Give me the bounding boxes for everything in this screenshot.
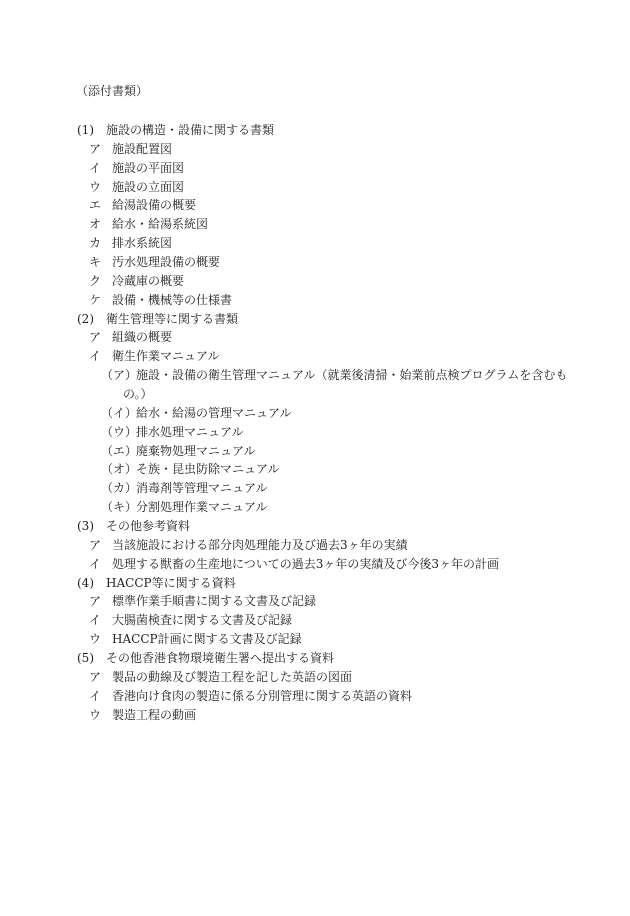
item-label: ア <box>89 669 102 684</box>
item-text: 冷蔵庫の概要 <box>112 273 185 288</box>
item-label: エ <box>89 198 102 213</box>
item-label: （ウ） <box>101 424 138 439</box>
item-text: 排水処理マニュアル <box>136 424 244 439</box>
section-heading <box>0 517 630 536</box>
item-label: イ <box>89 160 102 175</box>
item-label: (1) <box>77 123 94 137</box>
item-text: 衛生管理等に関する書類 <box>106 311 239 326</box>
item-text: の。） <box>123 387 153 402</box>
list-item <box>0 347 630 366</box>
item-text: 標準作業手順書に関する文書及び記録 <box>112 594 317 609</box>
item-text: 製品の動線及び製造工程を記した英語の図面 <box>112 669 353 684</box>
list-item <box>0 498 630 517</box>
item-text: 排水系統図 <box>112 236 173 251</box>
item-label: （カ） <box>101 481 138 496</box>
list-item <box>0 592 630 611</box>
list-item <box>0 253 630 272</box>
item-label: （イ） <box>101 405 138 420</box>
item-text: 組織の概要 <box>112 330 173 345</box>
item-text: 施設配置図 <box>112 141 173 156</box>
list-item <box>0 159 630 178</box>
item-text: 衛生作業マニュアル <box>112 349 220 364</box>
list-item <box>0 442 630 461</box>
list-item <box>0 178 630 197</box>
list-item <box>0 423 630 442</box>
list-item <box>0 196 630 215</box>
item-label: (2) <box>77 311 94 326</box>
list-item <box>0 234 630 253</box>
item-text: 当該施設における部分肉処理能力及び過去3ヶ年の実績 <box>112 537 408 552</box>
item-label: (4) <box>77 575 94 590</box>
item-label: カ <box>89 236 102 251</box>
item-text: 施設の構造・設備に関する書類 <box>106 123 275 137</box>
item-label: ウ <box>89 179 102 194</box>
item-text: 施設の立面図 <box>112 179 185 194</box>
document-title: （添付書類） <box>76 84 149 98</box>
item-label: ウ <box>89 707 102 722</box>
item-label: (3) <box>77 519 94 534</box>
item-text: 香港向け食肉の製造に係る分別管理に関する英語の資料 <box>112 688 413 703</box>
item-label: イ <box>89 688 102 703</box>
section-heading <box>0 574 630 593</box>
item-text: 処理する獣畜の生産地についての過去3ヶ年の実績及び今後3ヶ年の計画 <box>112 556 500 571</box>
item-label: （キ） <box>101 500 138 515</box>
list-item <box>0 460 630 479</box>
list-item <box>0 687 630 706</box>
item-text: 大腸菌検査に関する文書及び記録 <box>112 613 293 628</box>
item-label: (5) <box>77 651 94 666</box>
list-item <box>0 630 630 649</box>
list-item <box>0 555 630 574</box>
list-item <box>0 291 630 310</box>
item-text: 給水・給湯の管理マニュアル <box>136 405 292 420</box>
item-label: ア <box>89 594 102 609</box>
item-label: キ <box>89 255 102 270</box>
item-text: そ族・昆虫防除マニュアル <box>136 462 280 477</box>
item-text: 廃棄物処理マニュアル <box>136 443 256 458</box>
item-label: イ <box>89 349 102 364</box>
item-text: 汚水処理設備の概要 <box>112 255 221 270</box>
list-item <box>0 385 630 404</box>
list-item <box>0 404 630 423</box>
list-item <box>0 706 630 725</box>
list-item <box>0 215 630 234</box>
item-label: （ア） <box>101 368 138 383</box>
item-label: （オ） <box>101 462 138 477</box>
item-text: 製造工程の動画 <box>112 707 197 722</box>
item-label: ア <box>89 141 102 156</box>
section-heading <box>0 121 630 140</box>
item-text: その他参考資料 <box>106 519 191 534</box>
section-heading <box>0 310 630 329</box>
item-label: イ <box>89 556 102 571</box>
item-text: HACCP計画に関する文書及び記録 <box>112 632 302 647</box>
item-text: その他香港食物環境衛生署へ提出する資料 <box>106 651 335 666</box>
list-item <box>0 536 630 555</box>
item-text: 設備・機械等の仕様書 <box>112 292 233 307</box>
item-text: 施設の平面図 <box>112 160 185 175</box>
list-item <box>0 479 630 498</box>
item-label: ウ <box>89 632 102 647</box>
attachment-list <box>0 121 630 725</box>
item-text: 施設・設備の衛生管理マニュアル（就業後清掃・始業前点検プログラムを含むも <box>136 368 568 383</box>
item-label: ク <box>89 273 102 288</box>
item-text: 分割処理作業マニュアル <box>136 500 268 515</box>
section-heading <box>0 649 630 668</box>
list-item <box>0 611 630 630</box>
item-label: ケ <box>89 292 102 307</box>
item-label: オ <box>89 217 102 232</box>
item-text: 消毒剤等管理マニュアル <box>136 481 268 496</box>
item-text: 給水・給湯系統図 <box>112 217 209 232</box>
item-text: HACCP等に関する資料 <box>106 575 236 590</box>
list-item <box>0 328 630 347</box>
list-item <box>0 272 630 291</box>
item-label: イ <box>89 613 102 628</box>
list-item <box>0 366 630 385</box>
item-text: 給湯設備の概要 <box>112 198 197 213</box>
list-item <box>0 668 630 687</box>
item-label: ア <box>89 537 102 552</box>
item-label: ア <box>89 330 102 345</box>
list-item <box>0 140 630 159</box>
item-label: （エ） <box>101 443 138 458</box>
